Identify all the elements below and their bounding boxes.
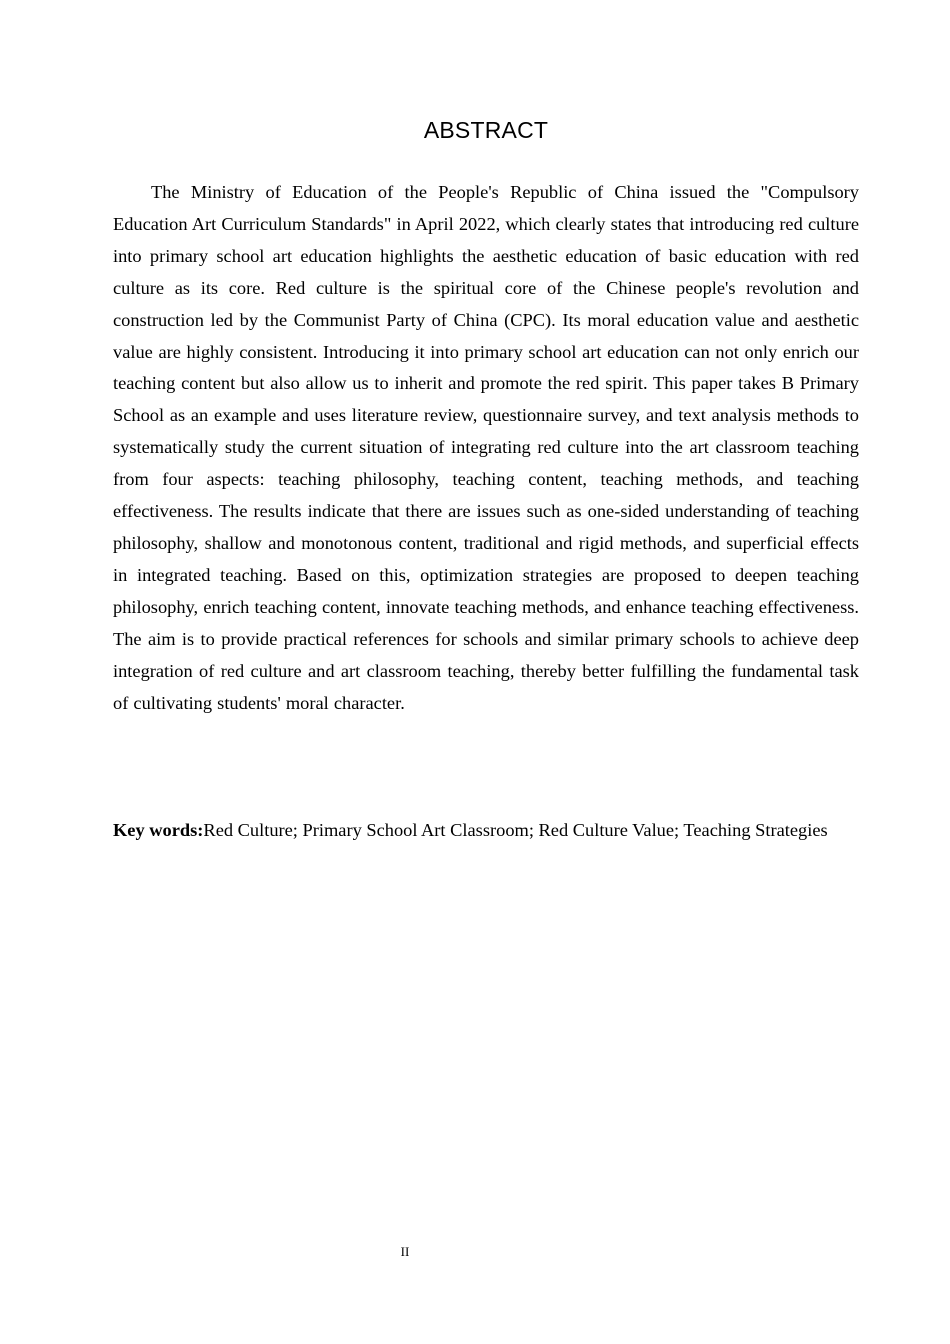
keywords-list: Red Culture; Primary School Art Classroom; Red Culture Value; Teaching Strategies [203, 820, 828, 840]
keywords-label: Key words: [113, 820, 204, 840]
keywords-paragraph [113, 815, 859, 847]
page-number: II [400, 1244, 410, 1259]
abstract-heading: ABSTRACT [423, 117, 549, 143]
abstract-body: The Ministry of Education of the People's Republic of China issued the "Compulsory Education Art Curriculum Standards" in April 2022, which clearly states that introducing red culture into primary school art education highlights the aesthetic education of basic education with red culture as its core. Red culture is the spiritual core of the Chinese people's revolution and construction led by the Communist Party of China (CPC). Its moral education value and aesthetic value are highly consistent. Introducing it into primary school art education can not only enrich our teaching content but also allow us to inherit and promote the red spirit. This paper takes B Primary School as an example and uses literature review, questionnaire survey, and text analysis methods to systematically study the current situation of integrating red culture into the art classroom teaching from four aspects: teaching philosophy, teaching content, teaching methods, and teaching effectiveness. The results indicate that there are issues such as one-sided understanding of teaching philosophy, shallow and monotonous content, traditional and rigid methods, and superficial effects in integrated teaching. Based on this, optimization strategies are proposed to deepen teaching philosophy, enrich teaching content, innovate teaching methods, and enhance teaching effectiveness. The aim is to provide practical references for schools and similar primary schools to achieve deep integration of red culture and art classroom teaching, thereby better fulfilling the fundamental task of cultivating students' moral character. [113, 182, 859, 713]
